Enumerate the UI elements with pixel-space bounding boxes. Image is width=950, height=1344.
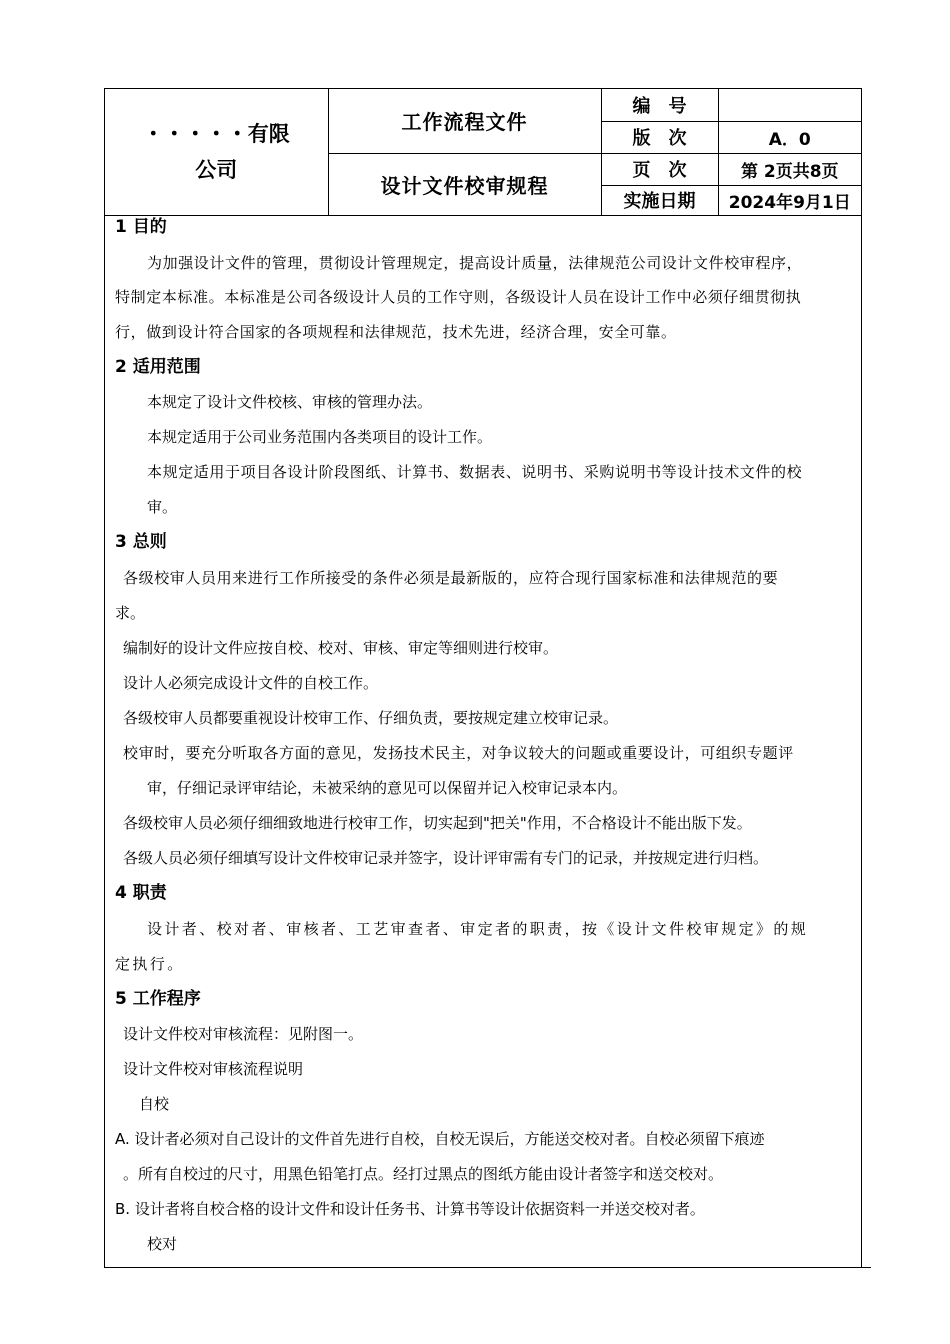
frame-corner-line bbox=[861, 1267, 871, 1268]
section-heading-procedure: 5 工作程序 bbox=[115, 989, 201, 1009]
paragraph-line: B. 设计者将自校合格的设计文件和设计任务书、计算书等设计依据资料一并送交校对者。 bbox=[115, 1200, 705, 1218]
paragraph-line: 各级人员必须仔细填写设计文件校审记录并签字，设计评审需有专门的记录，并按规定进行归档。 bbox=[123, 849, 769, 867]
field-label-number: 编 号 bbox=[601, 89, 718, 121]
subsection-label-self-check: 自校 bbox=[139, 1095, 170, 1113]
paragraph-line: 校审时，要充分听取各方面的意见，发扬技术民主，对争议较大的问题或重要设计，可组织专题评 bbox=[123, 744, 794, 762]
field-value-number bbox=[718, 89, 861, 121]
field-value-version: A．0 bbox=[718, 121, 861, 153]
subsection-label-proofread: 校对 bbox=[147, 1235, 178, 1253]
paragraph-line: 设计者、校对者、审核者、工艺审查者、审定者的职责，按《设计文件校审规定》的规 bbox=[147, 920, 809, 938]
section-heading-general: 3 总则 bbox=[115, 532, 167, 552]
paragraph-line: A. 设计者必须对自己设计的文件首先进行自校，自校无误后，方能送交校对者。自校必须留下痕迹 bbox=[115, 1130, 765, 1148]
paragraph-line: 本规定适用于公司业务范围内各类项目的设计工作。 bbox=[147, 428, 493, 446]
field-label-effective-date: 实施日期 bbox=[601, 185, 718, 215]
paragraph-line: 行，做到设计符合国家的各项规程和法律规范，技术先进，经济合理，安全可靠。 bbox=[115, 323, 677, 341]
paragraph-line: 特制定本标准。本标准是公司各级设计人员的工作守则，各级设计人员在设计工作中必须仔细贯彻执 bbox=[115, 288, 802, 306]
paragraph-line: 设计人必须完成设计文件的自校工作。 bbox=[123, 674, 379, 692]
paragraph-line: 定执行。 bbox=[115, 955, 185, 973]
paragraph-line: 。所有自校过的尺寸，用黑色铅笔打点。经打过黑点的图纸方能由设计者签字和送交校对。 bbox=[123, 1165, 724, 1183]
paragraph-line: 各级校审人员都要重视设计校审工作、仔细负责，要按规定建立校审记录。 bbox=[123, 709, 619, 727]
document-frame bbox=[104, 88, 862, 1268]
field-value-effective-date: 2024年9月1日 bbox=[718, 185, 861, 215]
paragraph-line: 本规定适用于项目各设计阶段图纸、计算书、数据表、说明书、采购说明书等设计技术文件的校 bbox=[147, 463, 803, 481]
section-heading-duties: 4 职责 bbox=[115, 883, 167, 903]
paragraph-line: 本规定了设计文件校核、审核的管理办法。 bbox=[147, 393, 433, 411]
field-label-version: 版 次 bbox=[601, 121, 718, 153]
paragraph-line: 设计文件校对审核流程：见附图一。 bbox=[123, 1025, 364, 1043]
section-heading-purpose: 1 目的 bbox=[115, 217, 167, 237]
paragraph-line: 设计文件校对审核流程说明 bbox=[123, 1060, 304, 1078]
paragraph-line: 为加强设计文件的管理，贯彻设计管理规定，提高设计质量，法律规范公司设计文件校审程序， bbox=[147, 254, 803, 272]
paragraph-line: 各级校审人员必须仔细细致地进行校审工作，切实起到"把关"作用，不合格设计不能出版下发。 bbox=[123, 814, 752, 832]
paragraph-line: 各级校审人员用来进行工作所接受的条件必须是最新版的，应符合现行国家标准和法律规范的要 bbox=[123, 569, 779, 587]
field-value-page: 第 2页共8页 bbox=[718, 153, 861, 185]
paragraph-line: 求。 bbox=[115, 604, 146, 622]
document-header-table bbox=[105, 89, 861, 216]
paragraph-line: 编制好的设计文件应按自校、校对、审核、审定等细则进行校审。 bbox=[123, 639, 559, 657]
paragraph-line: 审，仔细记录评审结论，未被采纳的意见可以保留并记入校审记录本内。 bbox=[147, 779, 628, 797]
document-name: 设计文件校审规程 bbox=[328, 153, 601, 215]
field-label-page: 页 次 bbox=[601, 153, 718, 185]
paragraph-line: 审。 bbox=[147, 498, 178, 516]
company-name: ・・・・・有限公司 bbox=[105, 89, 328, 215]
document-type: 工作流程文件 bbox=[328, 89, 601, 153]
section-heading-scope: 2 适用范围 bbox=[115, 357, 201, 377]
